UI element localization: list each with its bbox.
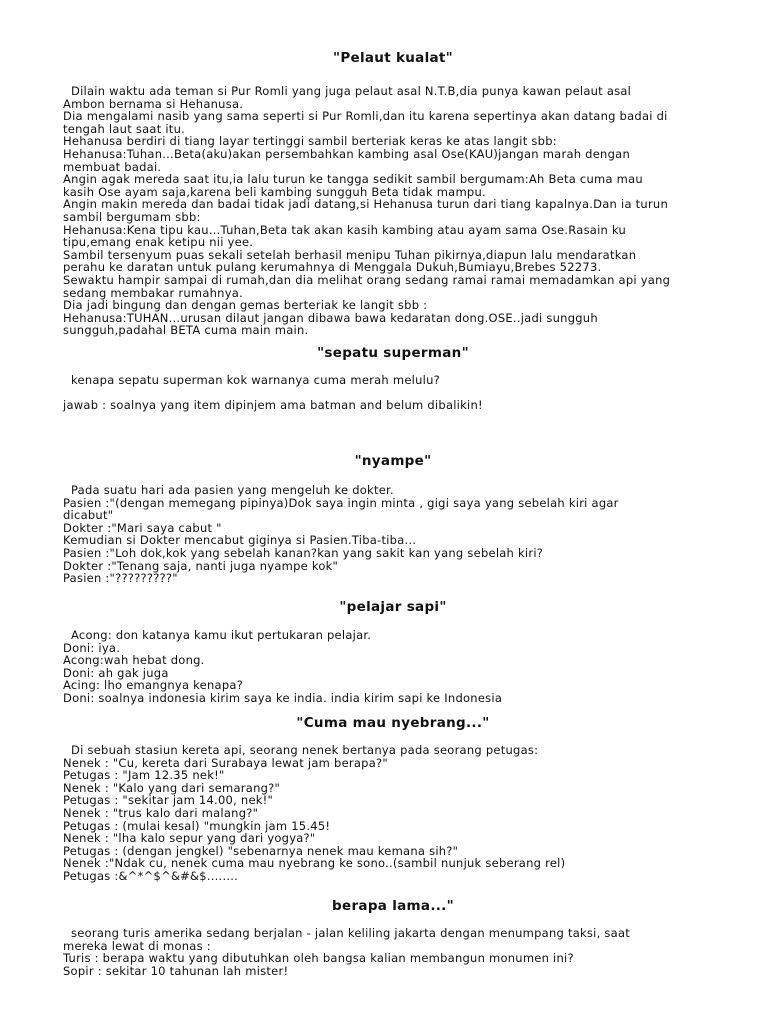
text-line: membuat badai. xyxy=(63,159,162,174)
joke-title: berapa lama..." xyxy=(332,898,454,914)
joke-sepatu-superman xyxy=(63,344,723,412)
text-line: Pada suatu hari ada pasien yang mengeluh ke dokter. xyxy=(71,483,394,497)
joke-title: "pelajar sapi" xyxy=(339,599,447,615)
text-line: Acong:wah hebat dong. xyxy=(63,653,205,668)
text-line: Dokter :"Tenang saja, nanti juga nyampe kok" xyxy=(63,558,339,573)
text-line: dicabut" xyxy=(63,508,114,523)
text-line: Doni: ah gak juga xyxy=(63,665,169,680)
joke-title: "Pelaut kualat" xyxy=(332,50,453,66)
text-line: Doni: iya. xyxy=(63,640,121,655)
joke-pelaut-kualat xyxy=(63,49,723,337)
text-line: Acing: lho emangnya kenapa? xyxy=(63,678,244,693)
text-line: Kemudian si Dokter mencabut giginya si Pasien.Tiba-tiba... xyxy=(63,533,417,548)
joke-nyampe xyxy=(63,452,723,585)
joke-title: "sepatu superman" xyxy=(317,345,469,361)
text-line: Pasien :"(dengan memegang pipinya)Dok saya ingin minta , gigi saya yang sebelah kiri agar xyxy=(63,495,619,510)
text-line: Nenek : "Kalo yang dari semarang?" xyxy=(63,780,281,795)
text-line: Hehanusa berdiri di tiang layar tertinggi sambil berteriak keras ke atas langit sbb: xyxy=(63,134,557,149)
text-line: Angin agak mereda saat itu,ia lalu turun ke tangga sedikit sambil bergumam:Ah Beta cuma mau xyxy=(63,172,643,187)
text-line: seorang turis amerika sedang berjalan - jalan keliling jakarta dengan menumpang taksi, saat xyxy=(71,926,631,940)
text-line: Nenek : "trus kalo dari malang?" xyxy=(63,805,259,820)
text-line: kasih Ose ayam saja,karena beli kambing sungguh Beta tidak mampu. xyxy=(63,184,486,199)
joke-body xyxy=(63,374,723,412)
text-line: Sewaktu hampir sampai di rumah,dan dia melihat orang sedang ramai ramai memadamkan api yang xyxy=(63,272,671,287)
text-line: Doni: soalnya indonesia kirim saya ke india. india kirim sapi ke Indonesia xyxy=(63,690,503,705)
text-line: Nenek : "lha kalo sepur yang dari yogya?" xyxy=(63,831,316,846)
joke-body xyxy=(63,927,723,977)
text-line: Petugas : (dengan jengkel) "sebenarnya nenek mau kemana sih?" xyxy=(63,843,459,858)
text-line: Petugas :&^*^$^&#&$........ xyxy=(63,868,239,883)
joke-cuma-mau-nyebrang xyxy=(63,714,723,883)
text-line: tengah laut saat itu. xyxy=(63,121,186,136)
text-line: Di sebuah stasiun kereta api, seorang nenek bertanya pada seorang petugas: xyxy=(71,743,539,757)
text-line: jawab : soalnya yang item dipinjem ama batman and belum dibalikin! xyxy=(63,398,483,413)
text-line: Nenek :"Ndak cu, nenek cuma mau nyebrang ke sono..(sambil nunjuk seberang rel) xyxy=(63,856,566,871)
text-line: sambil bergumam sbb: xyxy=(63,209,201,224)
text-line: Dilain waktu ada teman si Pur Romli yang juga pelaut asal N.T.B,dia punya kawan pelaut asal xyxy=(71,84,632,98)
text-line: Acong: don katanya kamu ikut pertukaran pelajar. xyxy=(71,628,372,642)
joke-body xyxy=(63,484,723,585)
text-line: Angin makin mereda dan badai tidak jadi datang,si Hehanusa turun dari tiang kapalnya.Dan ia turun xyxy=(63,197,669,212)
text-line: Pasien :"?????????" xyxy=(63,571,178,586)
joke-body xyxy=(63,85,723,337)
joke-title: "nyampe" xyxy=(354,453,432,469)
joke-body xyxy=(63,744,723,883)
text-line: sedang membakar rumahnya. xyxy=(63,285,243,300)
text-line: Turis : berapa waktu yang dibutuhkan oleh bangsa kalian membangun monumen ini? xyxy=(63,951,574,966)
text-line: Sambil tersenyum puas sekali setelah berhasil menipu Tuhan pikirnya,diapun lalu mendaratkan xyxy=(63,247,637,262)
joke-berapa-lama xyxy=(63,897,723,977)
text-line: Sopir : sekitar 10 tahunan lah mister! xyxy=(63,963,289,978)
text-line: Dia jadi bingung dan dengan gemas berteriak ke langit sbb : xyxy=(63,298,428,313)
text-line: Ambon bernama si Hehanusa. xyxy=(63,96,244,111)
text-line: kenapa sepatu superman kok warnanya cuma merah melulu? xyxy=(71,373,440,387)
joke-body xyxy=(63,629,723,705)
text-line: Dokter :"Mari saya cabut " xyxy=(63,520,222,535)
text-line: Pasien :"Loh dok,kok yang sebelah kanan?kan yang sakit kan yang sebelah kiri? xyxy=(63,545,544,560)
text-line: tipu,emang enak ketipu nii yee. xyxy=(63,235,254,250)
text-line: Petugas : (mulai kesal) "mungkin jam 15.45! xyxy=(63,818,331,833)
text-line: Nenek : "Cu, kereta dari Surabaya lewat jam berapa?" xyxy=(63,755,388,770)
text-line: perahu ke daratan untuk pulang kerumahnya di Menggala Dukuh,Bumiayu,Brebes 52273. xyxy=(63,260,602,275)
text-line: Hehanusa:Tuhan...Beta(aku)akan persembahkan kambing asal Ose(KAU)jangan marah dengan xyxy=(63,146,630,161)
text-line: Dia mengalami nasib yang sama seperti si Pur Romli,dan itu karena sepertinya akan datang badai di xyxy=(63,109,668,124)
joke-title: "Cuma mau nyebrang..." xyxy=(296,715,490,731)
joke-pelajar-sapi xyxy=(63,598,723,705)
text-line: Hehanusa:TUHAN...urusan dilaut jangan dibawa bawa kedaratan dong.OSE..jadi sungguh xyxy=(63,310,598,325)
text-line: Petugas : "Jam 12.35 nek!" xyxy=(63,768,225,783)
text-line: Hehanusa:Kena tipu kau...Tuhan,Beta tak akan kasih kambing atau ayam sama Ose.Rasain ku xyxy=(63,222,627,237)
text-line: Petugas : "sekitar jam 14.00, nek!" xyxy=(63,793,274,808)
text-line: sungguh,padahal BETA cuma main main. xyxy=(63,323,309,338)
text-line: mereka lewat di monas : xyxy=(63,938,211,953)
